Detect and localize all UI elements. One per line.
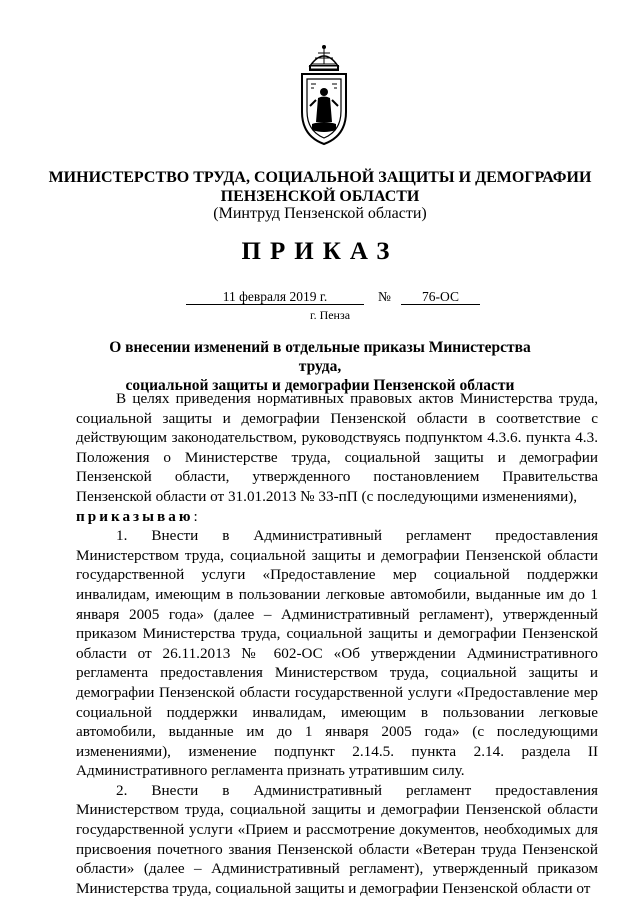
- order-number: 76-ОС: [401, 289, 480, 305]
- preamble-text: В целях приведения нормативных правовых актов Министерства труда, социальной защиты и демографии Пензенской области в соответствие с действующим законодательством, руководствуясь подпунктом 4.3.6. пункта 4.3. Положения о Министерстве труда, социальной защиты и демографии Пензенской области, утвержденного постановлением Правительства Пензенской области от 31.01.2013 № 33-пП (с последующими изменениями),: [76, 390, 598, 505]
- order-subject-line1: О внесении изменений в отдельные приказы Министерства труда,: [109, 339, 531, 375]
- penza-coat-of-arms-icon: [296, 44, 352, 146]
- order-subject: [90, 338, 550, 395]
- order-details-row: [0, 289, 640, 307]
- ministry-short-name: (Минтруд Пензенской области): [213, 205, 427, 222]
- ministry-name-line2: ПЕНЗЕНСКОЙ ОБЛАСТИ: [220, 188, 420, 205]
- order-body: [76, 389, 598, 898]
- order-date: 11 февраля 2019 г.: [186, 289, 364, 305]
- order-subject-line2: социальной защиты и демографии Пензенской области: [125, 377, 515, 394]
- order-word: приказываю: [76, 507, 194, 525]
- item-1-paragraph: 1. Внести в Административный регламент предоставления Министерством труда, социальной защиты и демографии Пензенской области государственной услуги «Предоставление мер социальной поддержки инвалидам, имеющим в пользовании легковые автомобили, выданные им до 1 января 2005 года» (далее – Административный регламент), утвержденный приказом Министерства труда, социальной защиты и демографии Пензенской области от 26.11.2013 № 602-ОС «Об утверждении Административного регламента предоставления Министерством труда, социальной защиты и демографии Пензенской области государственной услуги «Предоставление мер социальной поддержки инвалидам, имеющим в пользовании легковые автомобили, выданные им до 1 января 2005 года» (с последующими изменениями), изменение подпункт 2.14.5. пункта 2.14. раздела II Административного регламента признать утратившим силу.: [76, 527, 598, 780]
- number-sign: №: [378, 289, 391, 304]
- order-city: г. Пенза: [310, 308, 351, 322]
- document-type-title: ПРИКАЗ: [241, 238, 399, 265]
- ministry-name: [40, 168, 600, 206]
- item-2-paragraph: 2. Внести в Административный регламент предоставления Министерством труда, социальной защиты и демографии Пензенской области государственной услуги «Прием и рассмотрение документов, необходимых для присвоения почетного звания Пензенской области «Ветеран труда Пензенской области» (далее – Административный регламент), утвержденный приказом Министерства труда, социальной защиты и демографии Пензенской области от: [76, 781, 598, 897]
- preamble-paragraph: [76, 389, 598, 526]
- order-colon: :: [193, 507, 198, 525]
- ministry-name-line1: МИНИСТЕРСТВО ТРУДА, СОЦИАЛЬНОЙ ЗАЩИТЫ И ДЕМОГРАФИИ: [48, 169, 592, 186]
